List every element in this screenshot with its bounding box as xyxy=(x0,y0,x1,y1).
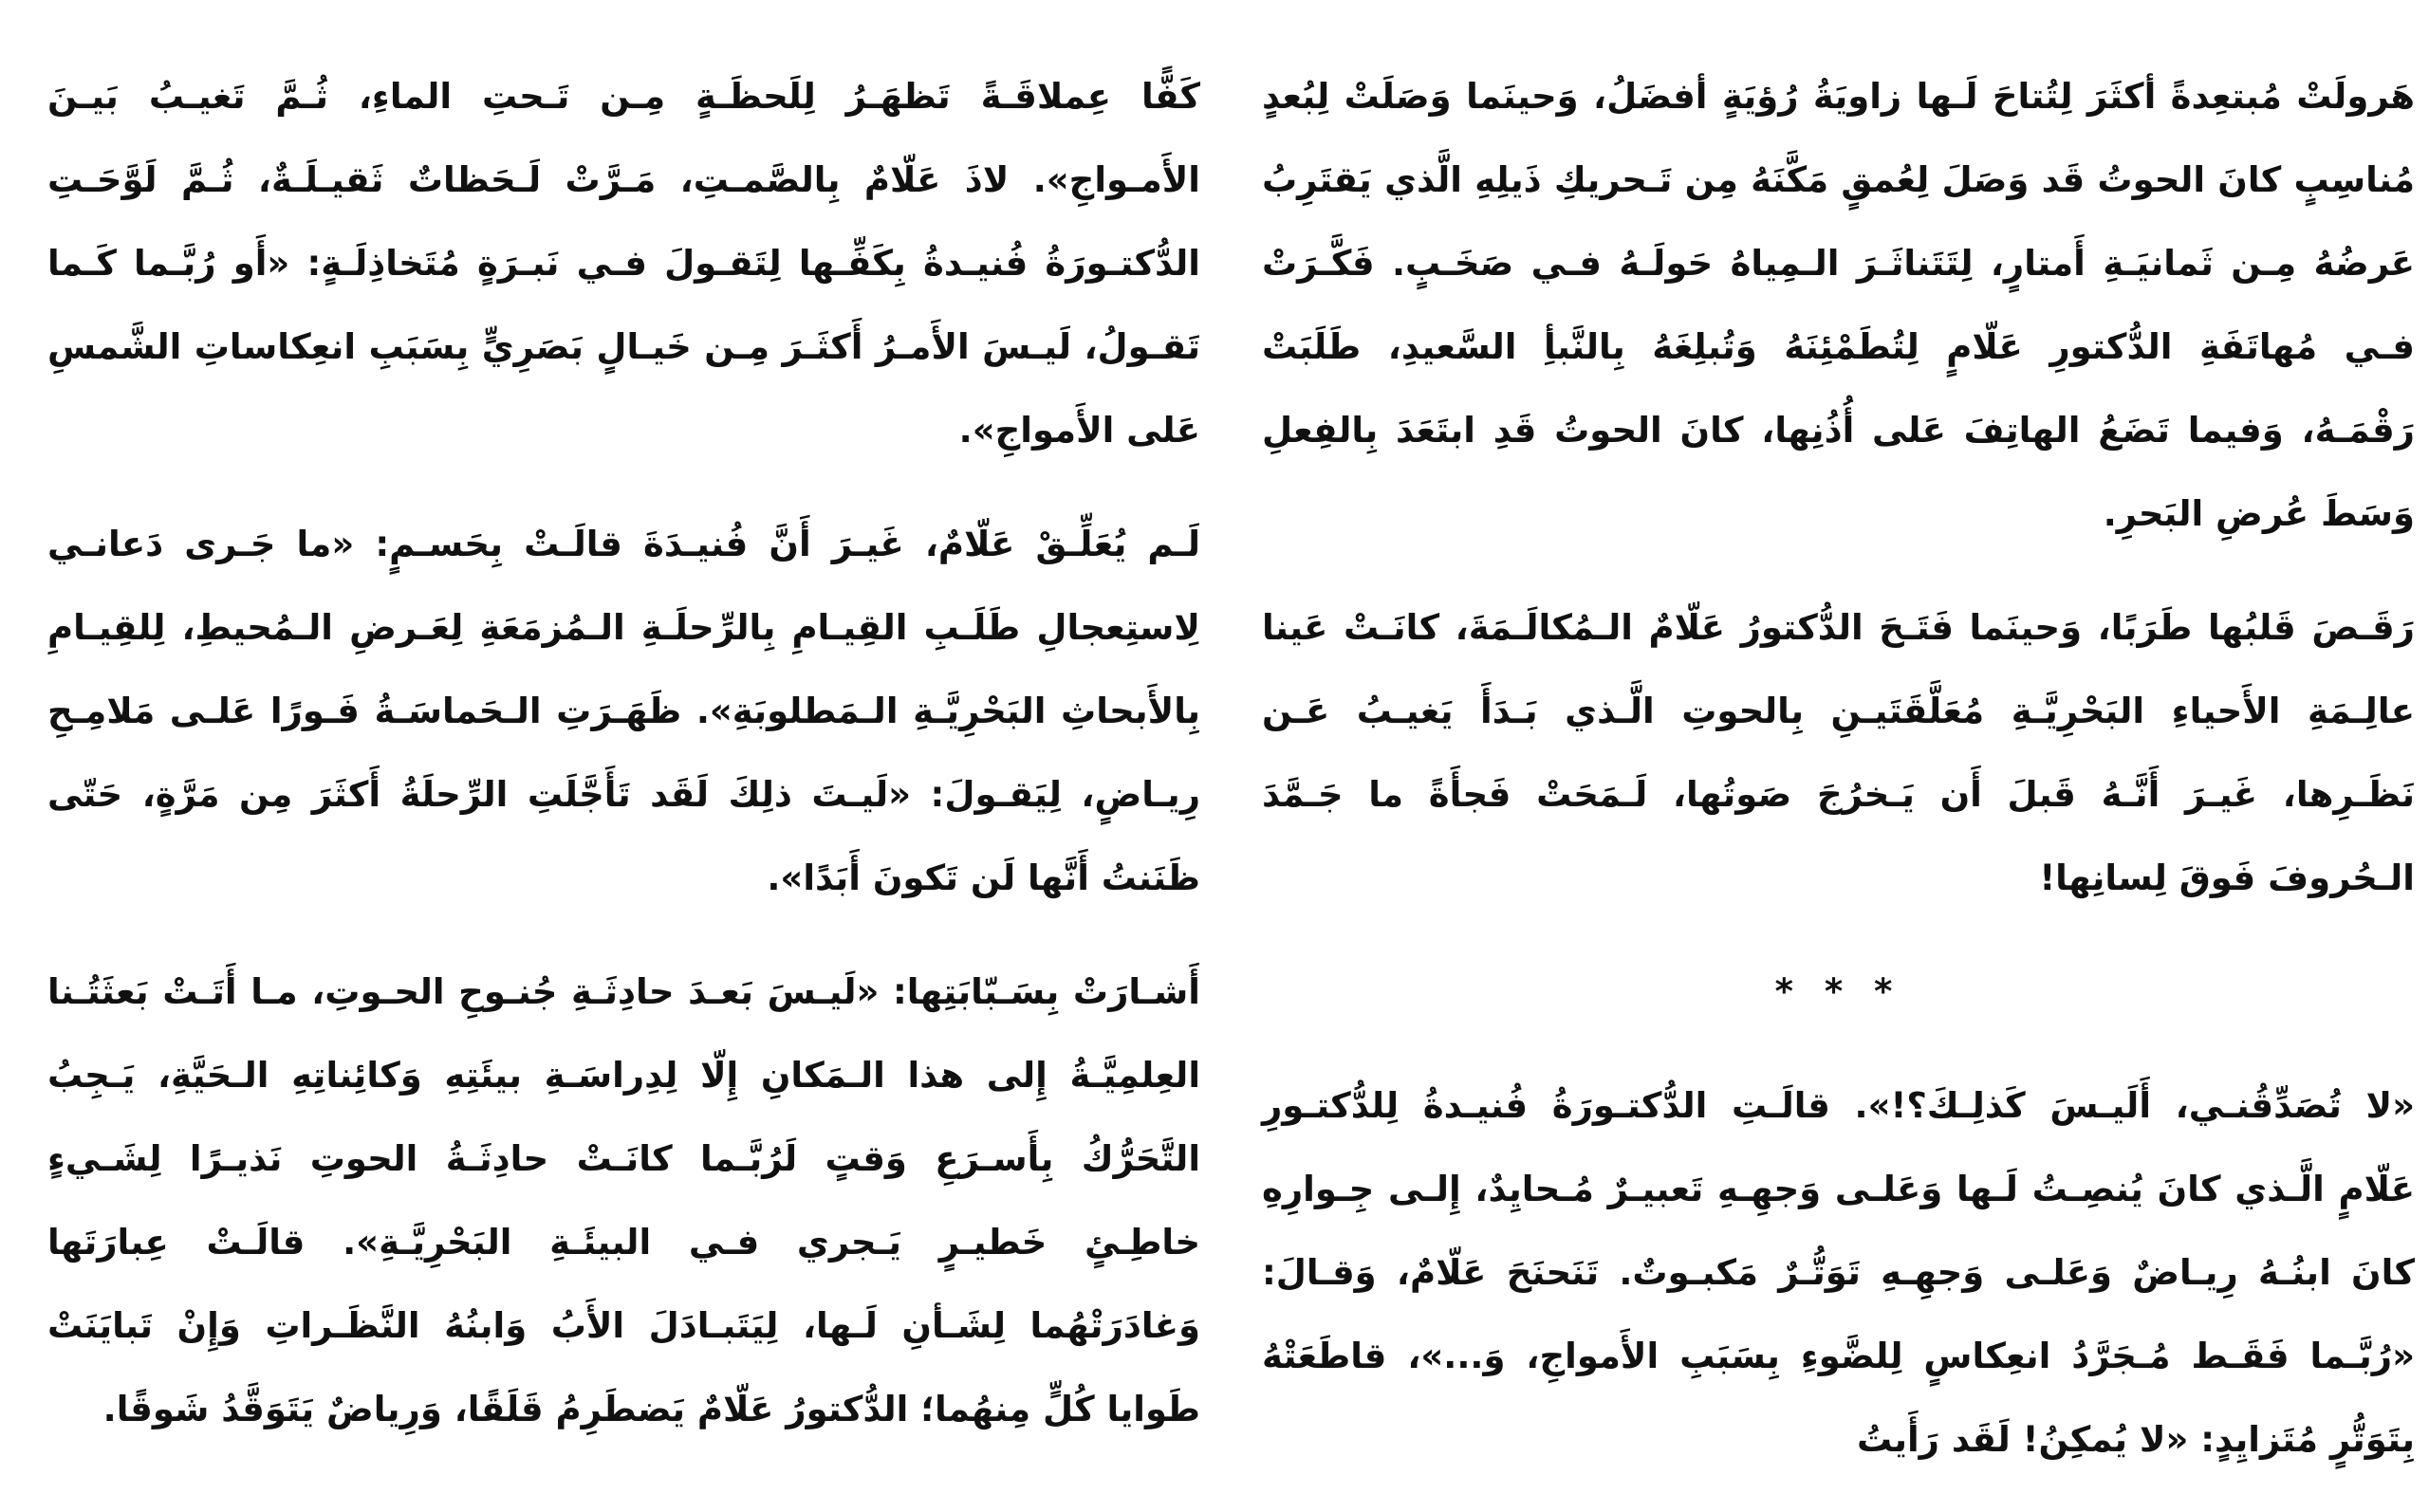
paragraph: أَشـارَتْ بِسَـبّابَتِها: «لَيـسَ بَعـدَ حادِثَـةِ جُنـوحِ الحـوتِ، مـا أَتَـتْ بَعثَتُـنا العِلمِيَّـةُ إِلى هذا الـمَكانِ إِلّا لِدِراسَـةِ بيئَتِهِ وَكائِناتِهِ الـحَيَّةِ، يَـجِبُ التَّحَرُّكُ بِأَسـرَعِ وَقتٍ لَرُبَّـما كانَـتْ حادِثَـةُ الحوتِ نَذيـرًا لِشَـيءٍ خاطِـئٍ خَطيـرٍ يَـجري فـي البيئَـةِ البَحْرِيَّـةِ». قالَـتْ عِبارَتَها وَغادَرَتْهُما لِشَـأنِ لَـها، لِيَتَبـادَلَ الأَبُ وَابنُهُ النَّظَـراتِ وَإِنْ تَبايَنَتْ طَوايا كُلٍّ مِنهُما؛ الدُّكتورُ عَلّامٌ يَضطَرِمُ قَلَقًا، وَرِياضٌ يَتَوَقَّدُ شَوقًا. xyxy=(47,971,1200,1429)
section-separator: * * * xyxy=(1774,971,1902,1012)
paragraph: لَـم يُعَلِّـقْ عَلّامٌ، غَيـرَ أَنَّ فُنيـدَةَ قالَـتْ بِحَسـمٍ: «ما جَـرى دَعانـي لِاستِعجالِ طَلَـبِ القِيـامِ بِالرِّحلَـةِ الـمُزمَعَةِ لِعَـرضِ الـمُحيطِ، لِلقِيـامِ بِالأَبحاثِ البَحْرِيَّـةِ الـمَطلوبَةِ». ظَهَـرَتِ الـحَماسَـةُ فَـورًا عَلـى مَلامِـحِ رِيـاضٍ، لِيَقـولَ: «لَيـتَ ذلِكَ لَقَد تَأَجَّلَتِ الرِّحلَةُ أَكثَرَ مِن مَرَّةٍ، حَتّى ظَنَنتُ أَنَّها لَن تَكونَ أَبَدًا». xyxy=(47,524,1200,898)
left-page-column xyxy=(47,55,1200,1482)
paragraph: رَقَـصَ قَلبُها طَرَبًا، وَحينَما فَتَـحَ الدُّكتورُ عَلّامٌ الـمُكالَـمَةَ، كانَـتْ عَينا عالِـمَةِ الأَحياءِ البَحْرِيَّـةِ مُعَلَّقَتَيـنِ بِالحوتِ الَّـذي بَـدَأَ يَغيـبُ عَـن نَظَـرِها، غَيـرَ أَنَّـهُ قَبلَ أَن يَـخرُجَ صَوتُها، لَـمَحَتْ فَجأَةً ما جَـمَّدَ الـحُروفَ فَوقَ لِسانِها! xyxy=(1262,607,2415,898)
right-page-column xyxy=(1262,55,2415,1512)
paragraph: كَفًّا عِملاقَـةً تَظهَـرُ لِلَحظَـةٍ مِـن تَـحتِ الماءِ، ثُـمَّ تَغيـبُ بَيـنَ الأَمـواجِ». لاذَ عَلّامٌ بِالصَّمـتِ، مَـرَّتْ لَـحَظاتٌ ثَقيـلَـةٌ، ثُـمَّ لَوَّحَـتِ الدُّكتـورَةُ فُنيـدةُ بِكَفِّـها لِتَقـولَ فـي نَبـرَةٍ مُتَخاذِلَـةٍ: «أَو رُبَّـما كَـما تَقـولُ، لَيـسَ الأَمـرُ أَكثَـرَ مِـن خَيـالٍ بَصَرِيٍّ بِسَبَبِ انعِكاساتِ الشَّمسِ عَلى الأَمواجِ». xyxy=(47,76,1200,451)
paragraph: هَرولَتْ مُبتعِدةً أكثَرَ لِتُتاحَ لَـها زاويَةُ رُؤيَةٍ أفضَلُ، وَحينَما وَصَلَتْ لِبُعدٍ مُناسِبٍ كانَ الحوتُ قَد وَصَلَ لِعُمقٍ مَكَّنَهُ مِن تَـحريكِ ذَيلِهِ الَّذي يَقتَرِبُ عَرضُهُ مِـن ثَمانيَـةِ أَمتارٍ، لِتَتَناثَـرَ الـمِياهُ حَولَـهُ فـي صَخَـبٍ. فَكَّـرَتْ فـي مُهاتَفَةِ الدُّكتورِ عَلّامٍ لِتُطَمْئِنَهُ وَتُبلِغَهُ بِالنَّبأِ السَّعيدِ، طَلَبَتْ رَقْمَـهُ، وَفيما تَضَعُ الهاتِفَ عَلى أُذُنِها، كانَ الحوتُ قَدِ ابتَعَدَ بِالفِعلِ وَسَطَ عُرضِ البَحرِ. xyxy=(1262,76,2415,534)
paragraph: «لا تُصَدِّقُنـي، أَلَيـسَ كَذلِـكَ؟!». قالَـتِ الدُّكتـورَةُ فُنيـدةُ لِلدُّكتـورِ عَلّامٍ الَّـذي كانَ يُنصِـتُ لَـها وَعَلـى وَجهِـهِ تَعبيـرٌ مُـحايِدٌ، إِلـى جِـوارِهِ كانَ ابنُـهُ رِيـاضٌ وَعَلـى وَجهِـهِ تَوَتُّـرٌ مَكبـوتٌ. تَنَحنَحَ عَلّامٌ، وَقـالَ: «رُبَّـما فَقَـط مُـجَرَّدُ انعِكاسٍ لِلضَّوءِ بِسَبَبِ الأَمواجِ، وَ...»، قاطَعَتْهُ بِتَوَتُّرٍ مُتَزايِدٍ: «لا يُمكِنُ! لَقَد رَأَيتُ xyxy=(1262,1085,2415,1460)
